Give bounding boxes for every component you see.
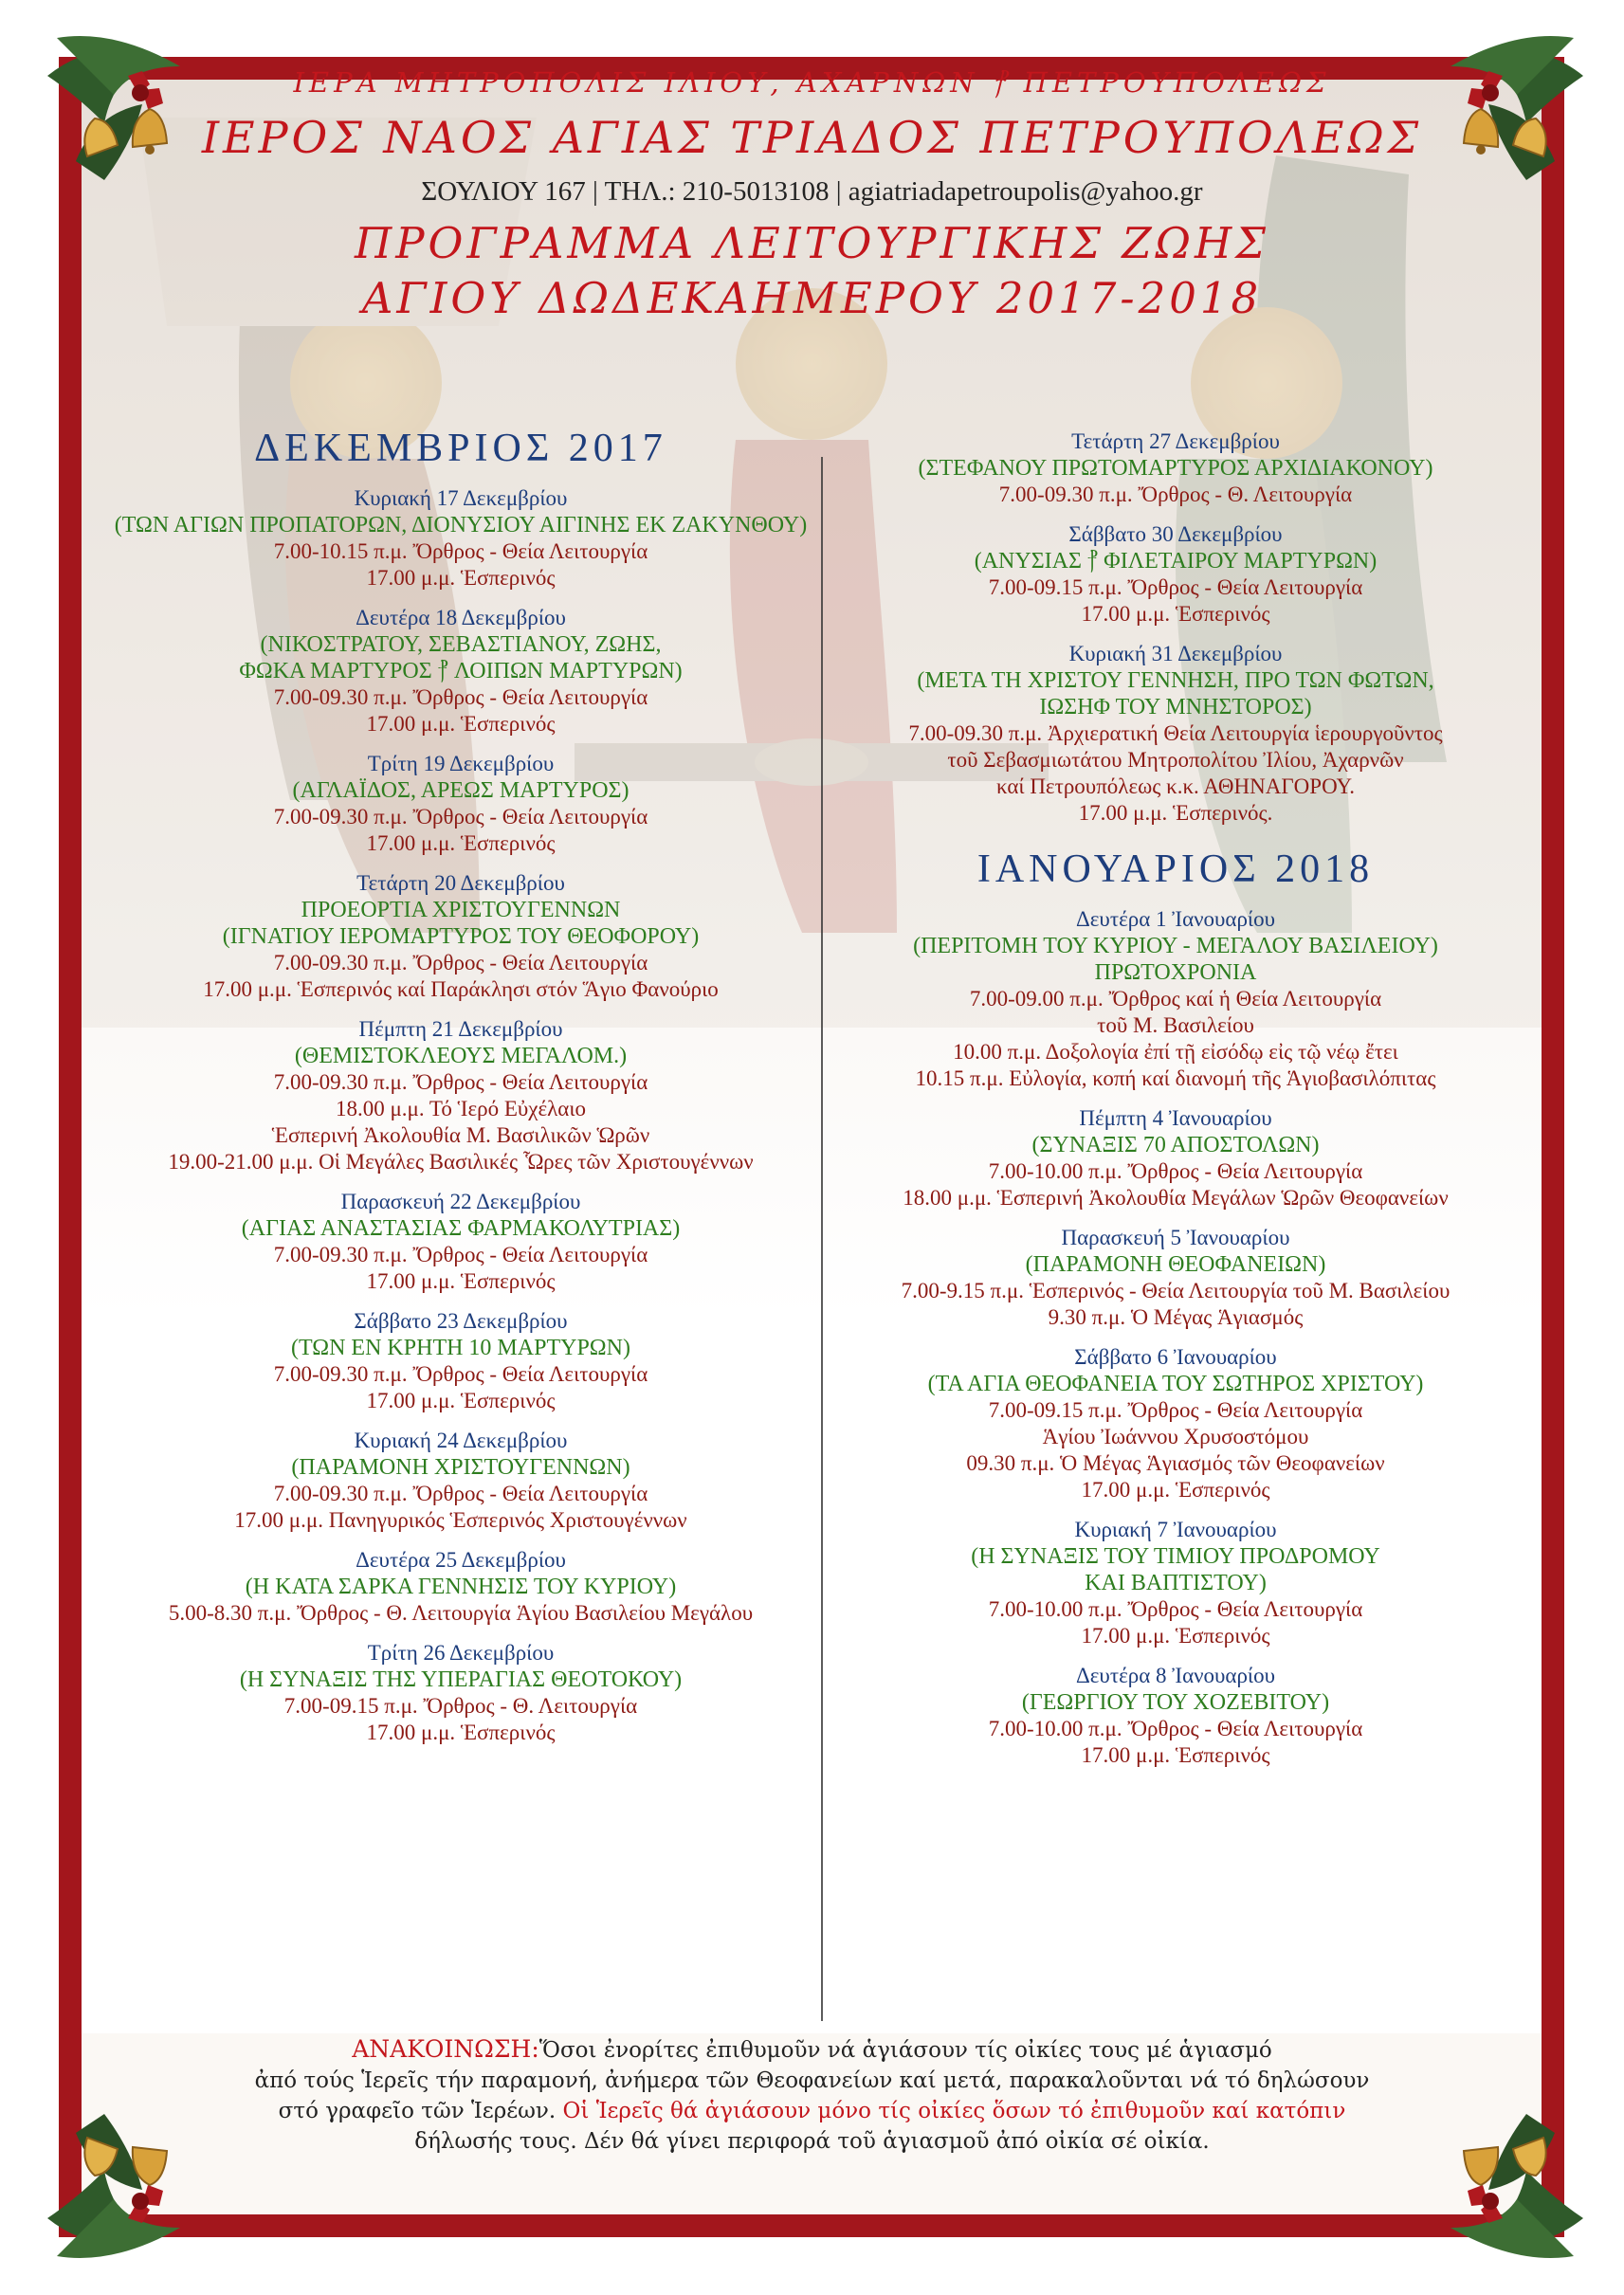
entry-service-time: 7.00-09.30 π.μ. Ὄρθρος - Θεία Λειτουργία xyxy=(273,1243,648,1266)
announcement xyxy=(152,2034,1472,2157)
entry-date: Σάββατο 30 Δεκεμβρίου xyxy=(1068,522,1283,546)
entry-date: Δευτέρα 25 Δεκεμβρίου xyxy=(356,1548,566,1572)
right-column xyxy=(830,428,1521,1782)
december-column xyxy=(102,425,819,1759)
entry-feast: ΠΡΩΤΟΧΡΟΝΙΑ xyxy=(1094,960,1257,985)
entry-date: Παρασκευή 22 Δεκεμβρίου xyxy=(340,1190,581,1213)
announcement-line5: δήλωσής τους. Δέν θά γίνει περιφορά τοῦ ἁγιασμοῦ ἀπό οἰκία σέ οἰκία. xyxy=(414,2129,1210,2154)
entry-feast: (ΤΩΝ ΑΓΙΩΝ ΠΡΟΠΑΤΟΡΩΝ, ΔΙΟΝΥΣΙΟΥ ΑΙΓΙΝΗΣ ΕΚ ΖΑΚΥΝΘΟΥ) xyxy=(114,513,808,537)
entry-service-time: 17.00 μ.μ. Ἑσπερινός xyxy=(366,712,556,736)
entry-feast: (ΣΥΝΑΞΙΣ 70 ΑΠΟΣΤΟΛΩΝ) xyxy=(1031,1133,1320,1157)
entry-service-time: 17.00 μ.μ. Ἑσπερινός xyxy=(366,831,556,855)
schedule-entry xyxy=(830,1225,1521,1331)
december-entries xyxy=(102,485,819,1746)
entry-service-time: τοῦ Σεβασμιωτάτου Μητροπολίτου Ἰλίου, Ἀχαρνῶν xyxy=(947,748,1404,772)
entry-service-time: 7.00-09.30 π.μ. Ὄρθρος - Θεία Λειτουργία xyxy=(273,685,648,709)
entry-service-time: 10.15 π.μ. Εὐλογία, κοπή καί διανομή τῆς Ἁγιοβασιλόπιτας xyxy=(915,1066,1436,1090)
entry-feast: (ΠΕΡΙΤΟΜΗ ΤΟΥ ΚΥΡΙΟΥ - ΜΕΓΑΛΟΥ ΒΑΣΙΛΕΙΟΥ) xyxy=(913,934,1438,958)
entry-feast: (ΜΕΤΑ ΤΗ ΧΡΙΣΤΟΥ ΓΕΝΝΗΣΗ, ΠΡΟ ΤΩΝ ΦΩΤΩΝ, xyxy=(917,668,1434,693)
entry-service-time: 17.00 μ.μ. Ἑσπερινός xyxy=(366,1389,556,1412)
january-entries xyxy=(830,906,1521,1769)
entry-service-time: 7.00-09.00 π.μ. Ὄρθρος καί ἡ Θεία Λειτουργία xyxy=(969,987,1382,1011)
entry-date: Κυριακή 31 Δεκεμβρίου xyxy=(1068,642,1283,665)
schedule-entry xyxy=(830,1344,1521,1503)
entry-feast: (ΤΩΝ ΕΝ ΚΡΗΤΗ 10 ΜΑΡΤΥΡΩΝ) xyxy=(291,1336,630,1360)
entry-service-time: 7.00-09.30 π.μ. Ὄρθρος - Θεία Λειτουργία xyxy=(273,805,648,829)
schedule-entry xyxy=(102,1640,819,1746)
entry-feast: (ΠΑΡΑΜΟΝΗ ΘΕΟΦΑΝΕΙΩΝ) xyxy=(1025,1252,1326,1277)
entry-feast: (ΤΑ ΑΓΙΑ ΘΕΟΦΑΝΕΙΑ ΤΟΥ ΣΩΤΗΡΟΣ ΧΡΙΣΤΟΥ) xyxy=(927,1372,1424,1396)
entry-feast: ΙΩΣΗΦ ΤΟΥ ΜΝΗΣΤΟΡΟΣ) xyxy=(1039,695,1312,719)
entry-service-time: 7.00-09.30 π.μ. Ὄρθρος - Θ. Λειτουργία xyxy=(998,483,1353,506)
christmas-bells-icon xyxy=(1413,19,1593,199)
schedule-entry xyxy=(102,605,819,738)
announcement-line4: Οἱ Ἱερεῖς θά ἁγιάσουν μόνο τίς οἰκίες ὅσων τό ἐπιθυμοῦν καί κατόπιν xyxy=(562,2099,1346,2123)
schedule-entry xyxy=(102,1308,819,1414)
entry-service-time: 17.00 μ.μ. Ἑσπερινός xyxy=(366,1721,556,1744)
entry-service-time: 7.00-10.15 π.μ. Ὄρθρος - Θεία Λειτουργία xyxy=(273,539,648,563)
entry-service-time: 17.00 μ.μ. Ἑσπερινός. xyxy=(1078,801,1273,825)
entry-feast: (ΑΓΙΑΣ ΑΝΑΣΤΑΣΙΑΣ ΦΑΡΜΑΚΟΛΥΤΡΙΑΣ) xyxy=(241,1216,681,1241)
december-cont-entries xyxy=(830,428,1521,827)
entry-service-time: καί Πετρουπόλεως κ.κ. ΑΘΗΝΑΓΟΡΟΥ. xyxy=(995,774,1356,798)
schedule-entry xyxy=(830,1517,1521,1649)
schedule-entry xyxy=(102,1016,819,1175)
entry-date: Κυριακή 7 Ἰανουαρίου xyxy=(1074,1518,1277,1541)
entry-service-time: 7.00-09.15 π.μ. Ὄρθρος - Θ. Λειτουργία xyxy=(283,1694,638,1718)
announcement-line3: στό γραφεῖο τῶν Ἱερέων. xyxy=(278,2099,557,2123)
entry-feast: (ΠΑΡΑΜΟΝΗ ΧΡΙΣΤΟΥΓΕΝΝΩΝ) xyxy=(291,1455,630,1480)
entry-date: Τρίτη 19 Δεκεμβρίου xyxy=(367,752,555,775)
announcement-label: ΑΝΑΚΟΙΝΩΣΗ: xyxy=(352,2035,539,2063)
entry-service-time: 18.00 μ.μ. Τό Ἱερό Εὐχέλαιο xyxy=(335,1097,587,1120)
schedule-entry xyxy=(830,521,1521,628)
program-title xyxy=(0,216,1624,326)
metropolis-title: ΙΕΡΑ ΜΗΤΡΟΠΟΛΙΣ ΙΛΙΟΥ, ΑΧΑΡΝΩΝ ⳨ ΠΕΤΡΟΥΠΟΛΕΩΣ xyxy=(293,66,1331,99)
schedule-entry xyxy=(102,870,819,1003)
schedule-entry xyxy=(102,1189,819,1295)
entry-date: Πέμπτη 21 Δεκεμβρίου xyxy=(358,1017,563,1041)
entry-date: Κυριακή 17 Δεκεμβρίου xyxy=(354,486,568,510)
entry-date: Δευτέρα 8 Ἰανουαρίου xyxy=(1075,1664,1276,1687)
entry-service-time: 19.00-21.00 μ.μ. Οἱ Μεγάλες Βασιλικές Ὧρες τῶν Χριστουγέννων xyxy=(168,1150,754,1174)
schedule-entry xyxy=(830,1105,1521,1211)
entry-service-time: 9.30 π.μ. Ὁ Μέγας Ἁγιασμός xyxy=(1048,1305,1304,1329)
schedule-entry xyxy=(102,1547,819,1627)
entry-date: Δευτέρα 1 Ἰανουαρίου xyxy=(1075,907,1276,931)
entry-date: Παρασκευή 5 Ἰανουαρίου xyxy=(1061,1226,1290,1249)
schedule-entry xyxy=(830,1663,1521,1769)
schedule-entry xyxy=(830,906,1521,1092)
entry-service-time: 17.00 μ.μ. Ἑσπερινός xyxy=(1081,1624,1270,1648)
entry-service-time: 17.00 μ.μ. Ἑσπερινός xyxy=(1081,602,1270,626)
entry-service-time: 7.00-09.30 π.μ. Ὄρθρος - Θεία Λειτουργία xyxy=(273,1070,648,1094)
entry-date: Τετάρτη 27 Δεκεμβρίου xyxy=(1071,429,1280,453)
entry-service-time: 5.00-8.30 π.μ. Ὄρθρος - Θ. Λειτουργία Ἁγίου Βασιλείου Μεγάλου xyxy=(168,1601,754,1625)
entry-feast: ΚΑΙ ΒΑΠΤΙΣΤΟΥ) xyxy=(1085,1571,1267,1595)
entry-feast: (ΑΝΥΣΙΑΣ ⳨ ΦΙΛΕΤΑΙΡΟΥ ΜΑΡΤΥΡΩΝ) xyxy=(974,549,1378,574)
entry-feast: (ΙΓΝΑΤΙΟΥ ΙΕΡΟΜΑΡΤΥΡΟΣ ΤΟΥ ΘΕΟΦΟΡΟΥ) xyxy=(222,924,700,949)
month-title-december: ΔΕΚΕΜΒΡΙΟΣ 2017 xyxy=(254,427,667,470)
entry-date: Τρίτη 26 Δεκεμβρίου xyxy=(367,1641,555,1665)
church-title: ΙΕΡΟΣ ΝΑΟΣ ΑΓΙΑΣ ΤΡΙΑΔΟΣ ΠΕΤΡΟΥΠΟΛΕΩΣ xyxy=(201,112,1423,163)
entry-service-time: 17.00 μ.μ. Ἑσπερινός xyxy=(366,1269,556,1293)
entry-service-time: 7.00-09.30 π.μ. Ὄρθρος - Θεία Λειτουργία xyxy=(273,951,648,974)
entry-service-time: 7.00-09.15 π.μ. Ὄρθρος - Θεία Λειτουργία xyxy=(988,1398,1363,1422)
entry-date: Κυριακή 24 Δεκεμβρίου xyxy=(354,1429,568,1452)
entry-date: Σάββατο 6 Ἰανουαρίου xyxy=(1074,1345,1277,1369)
entry-service-time: 7.00-09.30 π.μ. Ὄρθρος - Θεία Λειτουργία xyxy=(273,1362,648,1386)
program-title-line1: ΠΡΟΓΡΑΜΜΑ ΛΕΙΤΟΥΡΓΙΚΗΣ ΖΩΗΣ xyxy=(355,218,1269,268)
entry-feast: (ΑΓΛΑΪΔΟΣ, ΑΡΕΩΣ ΜΑΡΤΥΡΟΣ) xyxy=(292,778,630,803)
entry-feast: (ΘΕΜΙΣΤΟΚΛΕΟΥΣ ΜΕΓΑΛΟΜ.) xyxy=(294,1044,628,1068)
entry-feast: (Η ΚΑΤΑ ΣΑΡΚΑ ΓΕΝΝΗΣΙΣ ΤΟΥ ΚΥΡΙΟΥ) xyxy=(245,1575,677,1599)
entry-feast: ΦΩΚΑ ΜΑΡΤΥΡΟΣ ⳨ ΛΟΙΠΩΝ ΜΑΡΤΥΡΩΝ) xyxy=(239,659,683,683)
program-title-line2: ΑΓΙΟΥ ΔΩΔΕΚΑΗΜΕΡΟΥ 2017-2018 xyxy=(361,273,1263,323)
entry-service-time: Ἑσπερινή Ἀκολουθία Μ. Βασιλικῶν Ὡρῶν xyxy=(271,1123,650,1147)
announcement-line2: ἀπό τούς Ἱερεῖς τήν παραμονή, ἀνήμερα τῶν Θεοφανείων καί μετά, παρακαλοῦνται νά τό δηλώσουν xyxy=(254,2068,1370,2093)
schedule-entry xyxy=(830,641,1521,827)
column-divider xyxy=(821,457,823,2021)
entry-feast: (Η ΣΥΝΑΞΙΣ ΤΟΥ ΤΙΜΙΟΥ ΠΡΟΔΡΟΜΟΥ xyxy=(971,1544,1380,1569)
entry-service-time: 17.00 μ.μ. Ἑσπερινός καί Παράκλησι στόν Ἅγιο Φανούριο xyxy=(203,977,719,1001)
entry-service-time: τοῦ Μ. Βασιλείου xyxy=(1097,1013,1254,1037)
entry-service-time: 7.00-10.00 π.μ. Ὄρθρος - Θεία Λειτουργία xyxy=(988,1159,1363,1183)
entry-service-time: 17.00 μ.μ. Ἑσπερινός xyxy=(1081,1743,1270,1767)
entry-service-time: Ἁγίου Ἰωάννου Χρυσοστόμου xyxy=(1042,1425,1309,1448)
entry-service-time: 7.00-10.00 π.μ. Ὄρθρος - Θεία Λειτουργία xyxy=(988,1597,1363,1621)
contact-line: ΣΟΥΛΙΟΥ 167 | ΤΗΛ.: 210-5013108 | agiatriadapetroupolis@yahoo.gr xyxy=(421,176,1203,207)
entry-service-time: 7.00-10.00 π.μ. Ὄρθρος - Θεία Λειτουργία xyxy=(988,1717,1363,1740)
month-title-january: ΙΑΝΟΥΑΡΙΟΣ 2018 xyxy=(976,847,1375,891)
entry-feast: (ΝΙΚΟΣΤΡΑΤΟΥ, ΣΕΒΑΣΤΙΑΝΟΥ, ΖΩΗΣ, xyxy=(260,632,662,657)
entry-date: Σάββατο 23 Δεκεμβρίου xyxy=(354,1309,568,1333)
entry-service-time: 18.00 μ.μ. Ἑσπερινή Ἀκολουθία Μεγάλων Ὡρῶν Θεοφανείων xyxy=(903,1186,1449,1210)
entry-feast: (ΣΤΕΦΑΝΟΥ ΠΡΩΤΟΜΑΡΤΥΡΟΣ ΑΡΧΙΔΙΑΚΟΝΟΥ) xyxy=(918,456,1433,481)
entry-service-time: 17.00 μ.μ. Ἑσπερινός xyxy=(366,566,556,590)
schedule-entry xyxy=(102,751,819,857)
entry-date: Πέμπτη 4 Ἰανουαρίου xyxy=(1079,1106,1272,1130)
schedule-entry xyxy=(102,485,819,592)
entry-service-time: 7.00-9.15 π.μ. Ἑσπερινός - Θεία Λειτουργία τοῦ Μ. Βασιλείου xyxy=(901,1279,1451,1302)
entry-service-time: 17.00 μ.μ. Ἑσπερινός xyxy=(1081,1478,1270,1502)
entry-service-time: 10.00 π.μ. Δοξολογία ἐπί τῇ εἰσόδῳ εἰς τῷ νέῳ ἔτει xyxy=(953,1040,1398,1064)
entry-feast: (ΓΕΩΡΓΙΟΥ ΤΟΥ ΧΟΖΕΒΙΤΟΥ) xyxy=(1021,1690,1330,1715)
entry-service-time: 7.00-09.30 π.μ. Ὄρθρος - Θεία Λειτουργία xyxy=(273,1482,648,1505)
entry-feast: (Η ΣΥΝΑΞΙΣ ΤΗΣ ΥΠΕΡΑΓΙΑΣ ΘΕΟΤΟΚΟΥ) xyxy=(239,1667,683,1692)
entry-date: Τετάρτη 20 Δεκεμβρίου xyxy=(356,871,565,895)
entry-service-time: 7.00-09.15 π.μ. Ὄρθρος - Θεία Λειτουργία xyxy=(988,575,1363,599)
schedule-entry xyxy=(830,428,1521,508)
entry-service-time: 09.30 π.μ. Ὁ Μέγας Ἁγιασμός τῶν Θεοφανείων xyxy=(966,1451,1385,1475)
entry-service-time: 17.00 μ.μ. Πανηγυρικός Ἑσπερινός Χριστουγέννων xyxy=(234,1508,687,1532)
entry-date: Δευτέρα 18 Δεκεμβρίου xyxy=(356,606,566,629)
announcement-line1: Ὅσοι ἐνορίτες ἐπιθυμοῦν νά ἁγιάσουν τίς οἰκίες τους μέ ἁγιασμό xyxy=(538,2038,1272,2063)
entry-feast: ΠΡΟΕΟΡΤΙΑ ΧΡΙΣΤΟΥΓΕΝΝΩΝ xyxy=(301,898,621,922)
entry-service-time: 7.00-09.30 π.μ. Ἀρχιερατική Θεία Λειτουργία ἱερουργοῦντος xyxy=(908,721,1443,745)
christmas-bells-icon xyxy=(38,19,218,199)
schedule-entry xyxy=(102,1428,819,1534)
